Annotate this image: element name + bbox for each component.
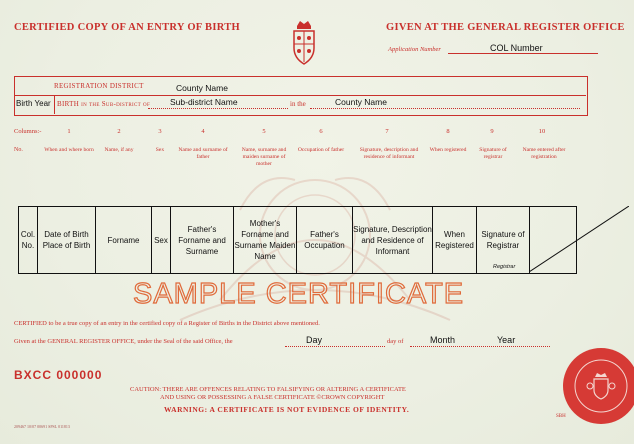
column-heading: Name entered after registration — [522, 147, 566, 160]
in-the-label: in the — [290, 100, 306, 108]
column-heading: When and where born — [44, 147, 94, 153]
month-year-dotted-line — [410, 346, 550, 347]
year-value: Year — [497, 335, 516, 345]
columns-label: Columns:- — [14, 128, 42, 135]
day-value: Day — [306, 335, 323, 345]
district-value: County Name — [176, 83, 228, 93]
table-header-mother: Mother's Forname and Surname Maiden Name — [234, 207, 297, 273]
column-number: 8 — [446, 128, 450, 135]
column-heading: Occupation of father — [297, 147, 345, 153]
royal-crest-icon — [288, 18, 320, 68]
column-heading: Signature, description and residence of informant — [359, 147, 419, 160]
column-heading: Name and surname of father — [178, 147, 228, 160]
identity-warning: WARNING: A CERTIFICATE IS NOT EVIDENCE OF IDENTITY. — [164, 405, 410, 414]
column-heading: Signature of registrar — [479, 147, 507, 160]
column-number: 7 — [385, 128, 389, 135]
given-at-statement: Given at the GENERAL REGISTER OFFICE, under the Seal of the said Office, the — [14, 338, 233, 345]
column-number: 3 — [158, 128, 162, 135]
column-number: 6 — [319, 128, 323, 135]
sbh-mark: SBH — [556, 414, 566, 419]
birth-year-label: Birth Year — [16, 99, 51, 108]
day-dotted-line — [285, 346, 385, 347]
table-header-sex: Sex — [152, 207, 171, 273]
column-number: 2 — [117, 128, 121, 135]
subdistrict-dotted-line — [148, 108, 288, 109]
sample-certificate-stamp: SAMPLE CERTIFICATE — [133, 278, 465, 310]
general-register-office-seal — [561, 346, 634, 426]
entry-table — [18, 206, 577, 274]
district-label: REGISTRATION DISTRICT — [54, 82, 144, 90]
cancel-diagonal-line — [529, 206, 629, 272]
certificate-title: CERTIFIED COPY OF AN ENTRY OF BIRTH — [14, 22, 241, 33]
column-number: 10 — [538, 128, 546, 135]
table-header-date-place: Date of Birth Place of Birth — [38, 207, 96, 273]
registrar-small-label: Registrar — [493, 264, 516, 270]
month-value: Month — [430, 335, 456, 345]
column-number: 5 — [262, 128, 266, 135]
serial-number: BXCC 000000 — [14, 368, 103, 382]
table-header-informant: Signature, Description and Residence of Informant — [353, 207, 433, 273]
column-heading: Name, if any — [104, 147, 134, 153]
column-heading: Sex — [155, 147, 165, 153]
table-header-father: Father's Forname and Surname — [171, 207, 234, 273]
application-number-value: COL Number — [490, 43, 543, 53]
table-header-father-occupation: Father's Occupation — [297, 207, 353, 273]
caution-text-line2: AND USING OR POSSESSING A FALSE CERTIFICATE ©CROWN COPYRIGHT — [160, 394, 385, 401]
column-number: 9 — [490, 128, 494, 135]
certified-statement: CERTIFIED to be a true copy of an entry in the certified copy of a Register of Births in the District above mentioned. — [14, 320, 320, 327]
no-label: No. — [14, 147, 23, 153]
table-header-when-registered: When Registered — [433, 207, 477, 273]
subdistrict-value: Sub-district Name — [170, 97, 238, 107]
table-header-forname: Forname — [96, 207, 152, 273]
county-value: County Name — [335, 97, 387, 107]
day-of-label: day of — [387, 338, 404, 345]
county-dotted-line — [310, 108, 580, 109]
application-number-label: Application Number — [388, 46, 441, 53]
column-number: 1 — [67, 128, 71, 135]
print-reference: 209467 10/07 00691 SPSL 011813 — [14, 424, 70, 429]
column-heading: When registered — [429, 147, 467, 153]
table-header-registrar: Signature of Registrar — [477, 207, 530, 273]
table-header-col-no: Col. No. — [19, 207, 38, 273]
column-heading: Name, surname and maiden surname of mother — [241, 147, 287, 167]
caution-text-line1: CAUTION: THERE ARE OFFENCES RELATING TO FALSIFYING OR ALTERING A CERTIFICATE — [130, 386, 406, 393]
application-number-line — [448, 53, 598, 54]
column-number: 4 — [201, 128, 205, 135]
registration-divider — [14, 95, 586, 96]
subdistrict-label: BIRTH in the Sub-district of — [57, 100, 151, 108]
issuing-office-title: GIVEN AT THE GENERAL REGISTER OFFICE — [386, 22, 625, 33]
